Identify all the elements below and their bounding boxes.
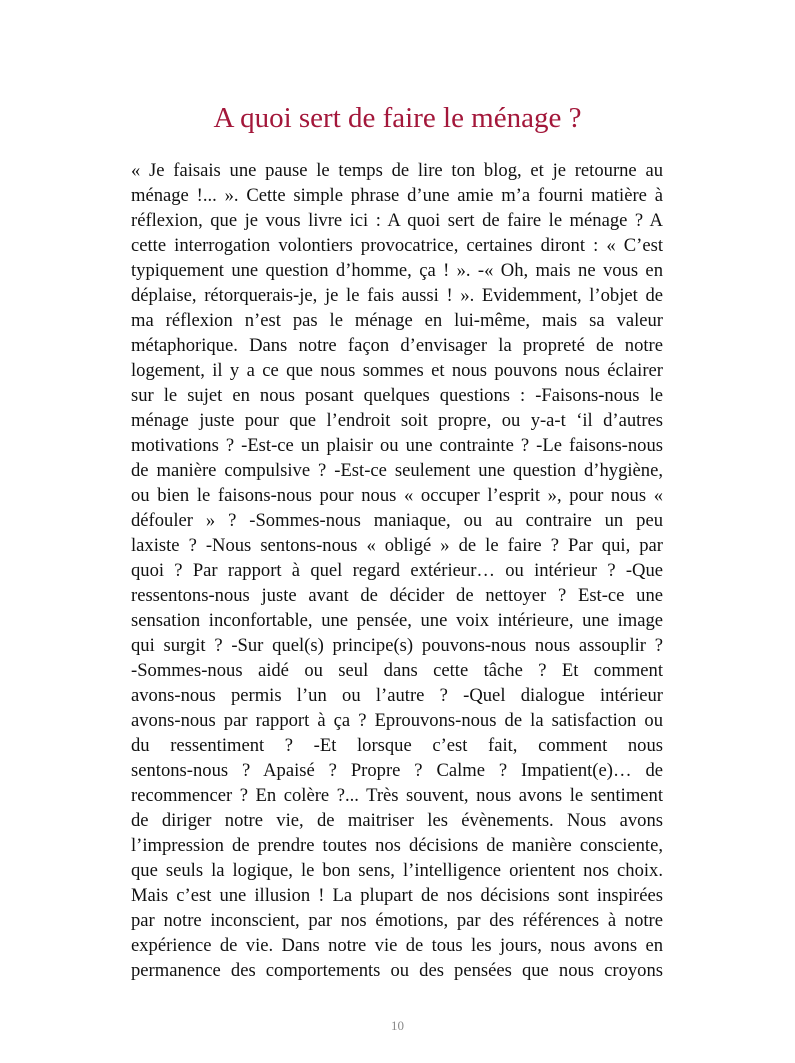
text-line: ma réflexion n’est pas le ménage en lui-même, mais sa valeur bbox=[131, 310, 663, 331]
text-line: avons-nous permis l’un ou l’autre ? -Quel dialogue intérieur bbox=[131, 685, 663, 706]
text-line: réflexion, que je vous livre ici : A quoi sert de faire le ménage ? A bbox=[131, 210, 663, 231]
text-line: expérience de vie. Dans notre vie de tous les jours, nous avons en bbox=[131, 935, 663, 956]
text-line: sentons-nous ? Apaisé ? Propre ? Calme ? Impatient(e)… de bbox=[131, 760, 663, 781]
text-line: cette interrogation volontiers provocatrice, certaines diront : « C’est bbox=[131, 235, 663, 256]
text-line: sensation inconfortable, une pensée, une voix intérieure, une image bbox=[131, 610, 663, 631]
text-line: de manière compulsive ? -Est-ce seulement une question d’hygiène, bbox=[131, 460, 663, 481]
text-line: Mais c’est une illusion ! La plupart de nos décisions sont inspirées bbox=[131, 885, 663, 906]
text-line: par notre inconscient, par nos émotions, par des références à notre bbox=[131, 910, 663, 931]
text-line: qui surgit ? -Sur quel(s) principe(s) pouvons-nous nous assouplir ? bbox=[131, 635, 663, 656]
text-line: ressentons-nous juste avant de décider de nettoyer ? Est-ce une bbox=[131, 585, 663, 606]
text-line: que seuls la logique, le bon sens, l’intelligence orientent nos choix. bbox=[131, 860, 663, 881]
text-line: l’impression de prendre toutes nos décisions de manière consciente, bbox=[131, 835, 663, 856]
text-line: de diriger notre vie, de maitriser les évènements. Nous avons bbox=[131, 810, 663, 831]
text-line: -Sommes-nous aidé ou seul dans cette tâche ? Et comment bbox=[131, 660, 663, 681]
text-line: recommencer ? En colère ?... Très souvent, nous avons le sentiment bbox=[131, 785, 663, 806]
text-line: défouler » ? -Sommes-nous maniaque, ou au contraire un peu bbox=[131, 510, 663, 531]
text-line: laxiste ? -Nous sentons-nous « obligé » de le faire ? Par qui, par bbox=[131, 535, 663, 556]
text-line: ménage !... ». Cette simple phrase d’une amie m’a fourni matière à bbox=[131, 185, 663, 206]
text-line: permanence des comportements ou des pensées que nous croyons bbox=[131, 960, 663, 981]
text-line: du ressentiment ? -Et lorsque c’est fait, comment nous bbox=[131, 735, 663, 756]
page-title: A quoi sert de faire le ménage ? bbox=[213, 102, 582, 134]
text-line: motivations ? -Est-ce un plaisir ou une contrainte ? -Le faisons-nous bbox=[131, 435, 663, 456]
body-text bbox=[131, 158, 663, 983]
text-line: « Je faisais une pause le temps de lire ton blog, et je retourne au bbox=[131, 160, 663, 181]
text-line: typiquement une question d’homme, ça ! ». -« Oh, mais ne vous en bbox=[131, 260, 663, 281]
text-line: métaphorique. Dans notre façon d’envisager la propreté de notre bbox=[131, 335, 663, 356]
page-number: 10 bbox=[391, 1018, 404, 1033]
text-line: sur le sujet en nous posant quelques questions : -Faisons-nous le bbox=[131, 385, 663, 406]
text-line: ménage juste pour que l’endroit soit propre, ou y-a-t ‘il d’autres bbox=[131, 410, 663, 431]
text-line: quoi ? Par rapport à quel regard extérieur… ou intérieur ? -Que bbox=[131, 560, 663, 581]
text-line: avons-nous par rapport à ça ? Eprouvons-nous de la satisfaction ou bbox=[131, 710, 663, 731]
text-line: déplaise, rétorquerais-je, je le fais aussi ! ». Evidemment, l’objet de bbox=[131, 285, 663, 306]
text-line: logement, il y a ce que nous sommes et nous pouvons nous éclairer bbox=[131, 360, 663, 381]
text-line: ou bien le faisons-nous pour nous « occuper l’esprit », pour nous « bbox=[131, 485, 663, 506]
